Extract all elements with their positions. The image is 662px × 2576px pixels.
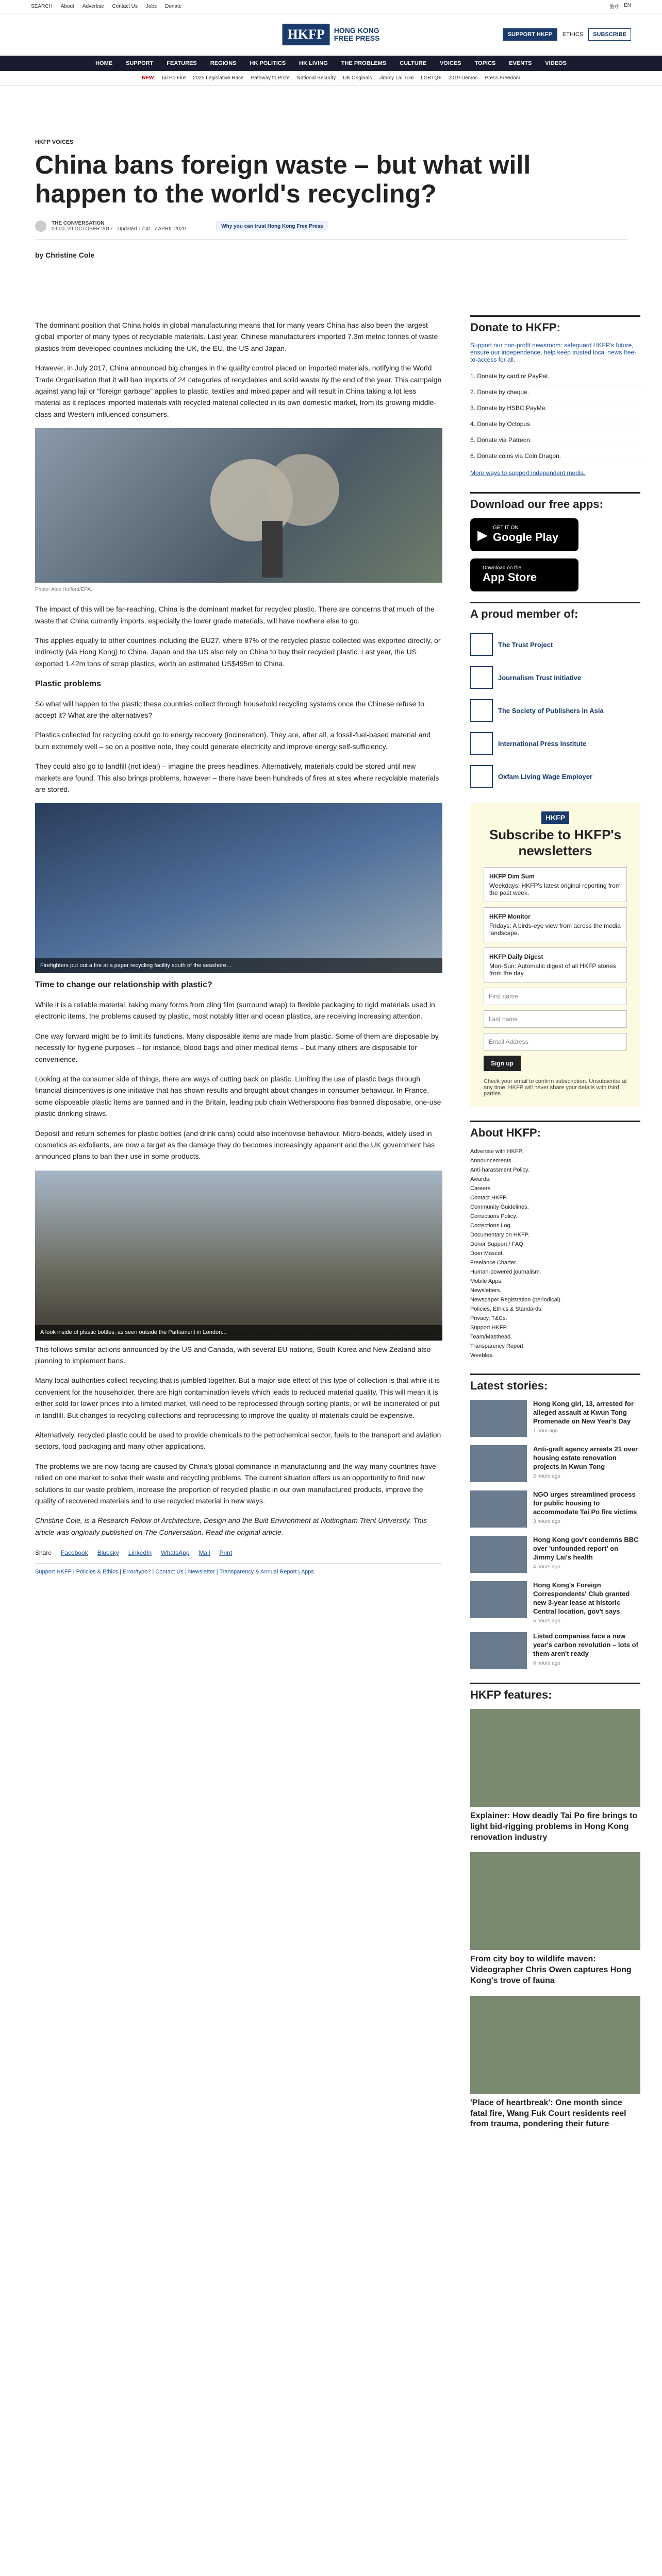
paragraph: This follows similar actions announced by the US and Canada, with several EU nations, South Korea and New Zealand also planning to implement bans. xyxy=(35,1345,431,1365)
lang-en[interactable]: EN xyxy=(624,3,631,8)
latest-story[interactable] xyxy=(470,1490,640,1528)
donate-more-link[interactable]: More ways to support independent media. xyxy=(470,469,586,477)
paragraph: This applies equally to other countries including the EU27, where 87% of the recycled plastic collected was exported directly, or indirectly (via Hong Kong) to China. Japan and the US also rely on China to buy their recycled plastic. Last year, the US exported 1.42m tons of scrap plastics, worth an estimated US$495m to China. xyxy=(35,636,441,668)
article-photo-recycling-worker xyxy=(35,428,442,583)
section-heading: Plastic problems xyxy=(35,680,102,689)
story-time: 1 hour ago xyxy=(533,1428,558,1434)
topbar-link-jobs[interactable]: Jobs xyxy=(145,4,157,9)
share-label: Share xyxy=(35,1549,52,1557)
paragraph: However, in July 2017, China announced big changes in the quality control placed on imported materials, notifying the World Trade Organisation that it will ban imports of 24 categories of recyclables and solid waste by the end of the year. This campaign against yang laji or “foreign garbage” applies to plastic, textiles and mixed paper and will result in China taking a lot less material as it replaces imported materials with recycled material collected in its own domestic market, from its growing middle-class and Western-influenced consumers. xyxy=(35,364,442,418)
donate-option[interactable]: 5. Donate via Patreon. xyxy=(470,432,640,448)
source-logo xyxy=(35,221,46,232)
member-badge-icon xyxy=(470,732,493,755)
features-heading: HKFP features: xyxy=(470,1683,640,1702)
newsletter-option-desc: Weekdays: HKFP's latest original reporting from the past week. xyxy=(489,882,621,897)
story-time: 2 hours ago xyxy=(533,1473,560,1480)
member-badge-icon xyxy=(470,666,493,689)
topbar-link-advertise[interactable]: Advertise xyxy=(82,4,104,9)
nav-item[interactable]: TOPICS xyxy=(474,60,496,66)
article-kicker[interactable]: HKFP VOICES xyxy=(35,139,74,145)
member-name: Oxfam Living Wage Employer xyxy=(498,772,593,781)
last-name-input[interactable]: Last name xyxy=(484,1010,627,1028)
about-link[interactable]: Advertise with HKFP. xyxy=(470,1148,523,1155)
top-bar xyxy=(0,0,662,13)
donate-option[interactable]: 6. Donate coins via Coin Dragon. xyxy=(470,448,640,464)
feature-story[interactable] xyxy=(470,1709,640,1843)
paragraph: Looking at the consumer side of things, there are ways of cutting back on plastic. Limiting the use of plastic bags through financial disincentives is one initiative that has shown results and brought about changes in consumer behaviour. In France, some disposable plastic items are banned and in the Britain, leading pub chain Wetherspoons has banned disposable, one-use plastic drinking straws. xyxy=(35,1074,441,1118)
paragraph: While it is a reliable material, taking many forms from cling film (surround wrap) to flexible packaging to rigid materials used in electronic items, the problems caused by plastic, most notably litter and ocean plastics, are receiving increasing attention. xyxy=(35,1001,435,1021)
subscribe-button[interactable]: SUBSCRIBE xyxy=(588,28,631,41)
section-heading: Time to change our relationship with plastic? xyxy=(35,980,212,990)
story-time: 5 hours ago xyxy=(533,1618,560,1624)
member-badge-icon xyxy=(470,633,493,656)
story-thumbnail xyxy=(470,1445,527,1482)
paragraph: One way forward might be to limit its functions. Many disposable items are made from plastic. Some of them are disposable by necessity for hygiene purposes – for instance, blood bags and other medical items – but many others are disposable for convenience. xyxy=(35,1031,439,1063)
nav-item[interactable]: VIDEOS xyxy=(545,60,567,66)
byline: THE CONVERSATION 09:00, 29 OCTOBER 2017 · Updated 17:41, 7 APRIL 2020 Why you can trust Hong Kong Free Press xyxy=(35,221,628,240)
article-photo-parliament xyxy=(35,1171,442,1341)
story-thumbnail xyxy=(470,1400,527,1437)
about-link[interactable]: Announcements. xyxy=(470,1158,513,1164)
ticker-item[interactable]: 2019 Demos xyxy=(448,75,478,81)
story-thumbnail xyxy=(470,1581,527,1618)
latest-story[interactable] xyxy=(470,1632,640,1669)
topbar-link-contact[interactable]: Contact Us xyxy=(112,4,138,9)
trending-ticker xyxy=(0,71,662,86)
play-icon: ▶ xyxy=(477,527,488,543)
paragraph: Deposit and return schemes for plastic bottles (and drink cans) could also incentivise behaviour. Micro-beads, widely used in cosmetics as exfoliants, are now a target as the damage they do becomes increasingly apparent and the UK government has announced plans to ban their use in some products. xyxy=(35,1129,435,1161)
about-link[interactable]: Awards. xyxy=(470,1176,491,1183)
ticker-item[interactable]: Tai Po Fire xyxy=(161,75,186,81)
lang-zh[interactable]: 繁中 xyxy=(609,5,620,10)
newsletter-option-desc: Mon-Sun: Automatic digest of all HKFP stories from the day. xyxy=(489,962,616,977)
feature-story[interactable] xyxy=(470,1996,640,2130)
paragraph: The problems we are now facing are caused by China's global dominance in manufacturing and the way many countries have relied on one market to solve their waste and recycling problems. The current situation offers us an opportunity to find new solutions to our waste problem, increase the proportion of recycled plastic in our own manufactured products, improve the quality of recovered materials and to use recycled material in new ways. xyxy=(35,1462,436,1505)
source-name[interactable]: THE CONVERSATION xyxy=(52,221,105,226)
member-logo[interactable] xyxy=(470,727,640,760)
paragraph: The dominant position that China holds in global manufacturing means that for many years China has also been the largest global importer of many types of recyclable materials. Last year, Chinese manufacturers imported 7.3m metric tonnes of waste plastics from developed countries including the UK, the EU, the US and Japan. xyxy=(35,321,438,352)
nav-item[interactable]: CULTURE xyxy=(400,60,426,66)
updated-date: Updated 17:41, 7 APRIL 2020 xyxy=(117,226,186,232)
ticker-item[interactable]: Press Freedom xyxy=(485,75,520,81)
topbar-link-about[interactable]: About xyxy=(60,4,74,9)
story-title: Listed companies face a new year's carbon revolution – lots of them aren't ready xyxy=(533,1632,638,1657)
about-heading: About HKFP: xyxy=(470,1121,640,1140)
paragraph: They could also go to landfill (not ideal) – imagine the press headlines. Alternatively, materials could be stored until new markets are found. This also brings problems, however – there have been hundreds of fires at sites where recyclable materials are stored. xyxy=(35,762,439,794)
share-link[interactable]: Print xyxy=(219,1549,233,1557)
about-link[interactable]: Doer Mascot. xyxy=(470,1250,504,1257)
about-link[interactable]: Mobile Apps. xyxy=(470,1278,503,1285)
newsletter-signup-button[interactable]: Sign up xyxy=(484,1056,521,1071)
about-link[interactable]: Newspaper Registration (periodical). xyxy=(470,1297,562,1303)
about-link[interactable]: Anti-harassment Policy. xyxy=(470,1167,529,1174)
photo-overlay-caption: Firefighters put out a fire at a paper recycling facility south of the seashore… xyxy=(35,958,442,974)
donate-option[interactable]: 3. Donate by HSBC PayMe. xyxy=(470,400,640,416)
story-title: NGO urges streamlined process for public housing to accommodate Tai Po fire victims xyxy=(533,1490,637,1516)
article-body xyxy=(35,319,442,1577)
member-name: The Society of Publishers in Asia xyxy=(498,706,604,715)
about-link[interactable]: Donor Support / FAQ. xyxy=(470,1241,525,1248)
paragraph: Many local authorities collect recycling that is jumbled together. But a major side effect of this type of collection is that while it is convenient for the householder, there are high contamination levels which leads to reduced material quality. This will mean it is either sold for lower prices into a limited market, will need to be reprocessed through sorting plants, or will be incinerated or put in landfill. But changes to recycling collections and reprocessing to improve the quality of materials could be expensive. xyxy=(35,1376,440,1419)
member-logo[interactable] xyxy=(470,760,640,793)
member-logo[interactable] xyxy=(470,628,640,661)
share-link[interactable]: LinkedIn xyxy=(128,1549,152,1557)
about-link[interactable]: Policies, Ethics & Standards. xyxy=(470,1306,543,1313)
paragraph: Plastics collected for recycling could go to energy recovery (incineration). They are, after all, a fossil-fuel-based material and burn extremely well – so on a positive note, they could generate electricity and improve energy self-sufficiency. xyxy=(35,731,431,751)
latest-list xyxy=(470,1400,640,1669)
newsletter-option-name: HKFP Dim Sum xyxy=(489,873,535,880)
newsletter-option[interactable] xyxy=(484,867,627,902)
member-logo[interactable] xyxy=(470,661,640,694)
member-badge-icon xyxy=(470,699,493,722)
latest-story[interactable] xyxy=(470,1445,640,1482)
photo-overlay-caption: A look inside of plastic bottles, as seen outside the Parliament in London... xyxy=(35,1325,442,1341)
story-time: 3 hours ago xyxy=(533,1519,560,1525)
site-logo[interactable]: HKFP HONG KONG FREE PRESS xyxy=(283,24,380,45)
latest-story[interactable] xyxy=(470,1536,640,1573)
email-input[interactable]: Email Address xyxy=(484,1033,627,1050)
feature-title: 'Place of heartbreak': One month since fatal fire, Wang Fuk Court residents reel from trauma, pondering their future xyxy=(470,2098,626,2129)
story-title: Anti-graft agency arrests 21 over housing estate renovation projects in Kwun Tong xyxy=(533,1445,638,1471)
share-link[interactable]: Bluesky xyxy=(97,1549,119,1557)
feature-image xyxy=(470,1709,640,1807)
article-footer-links[interactable]: Support HKFP | Policies & Ethics | Error/typo? | Contact Us | Newsletter | Transparency & Annual Report | Apps xyxy=(35,1563,442,1577)
about-link[interactable]: Support HKFP. xyxy=(470,1325,508,1331)
nav-item[interactable]: VOICES xyxy=(439,60,461,66)
about-link[interactable]: Weebles. xyxy=(470,1352,494,1359)
about-link[interactable]: Corrections Log. xyxy=(470,1223,512,1229)
site-header xyxy=(0,13,662,56)
story-time: 4 hours ago xyxy=(533,1564,560,1570)
donate-option[interactable]: 1. Donate by card or PayPal. xyxy=(470,368,640,384)
newsletter-note: Check your email to confirm subscription. Unsubscribe at any time. HKFP will never share your details with third parties. xyxy=(484,1078,627,1097)
share-link[interactable]: Facebook xyxy=(61,1549,88,1557)
member-logo[interactable] xyxy=(470,694,640,727)
latest-story[interactable] xyxy=(470,1581,640,1624)
about-link[interactable]: Human-powered journalism. xyxy=(470,1269,541,1276)
latest-heading: Latest stories: xyxy=(470,1374,640,1393)
newsletter-option-name: HKFP Monitor xyxy=(489,913,531,921)
about-link[interactable]: Documentary on HKFP. xyxy=(470,1232,529,1239)
about-link[interactable]: Freelance Charter. xyxy=(470,1260,518,1266)
main-nav xyxy=(0,56,662,71)
feature-title: From city boy to wildlife maven: Videographer Chris Owen captures Hong Kong's trove of fauna xyxy=(470,1955,632,1985)
ticker-item[interactable]: Jimmy Lai Trial xyxy=(379,75,414,81)
about-link[interactable]: Newsletters. xyxy=(470,1287,502,1294)
nav-item[interactable]: HK LIVING xyxy=(299,60,328,66)
article-header xyxy=(35,139,628,270)
member-list xyxy=(470,628,640,793)
newsletter-box xyxy=(470,803,640,1107)
donate-list xyxy=(470,368,640,464)
nav-item[interactable]: THE PROBLEMS xyxy=(341,60,387,66)
about-link[interactable]: Privacy, T&Cs. xyxy=(470,1315,507,1322)
story-title: Hong Kong gov't condemns BBC over 'unfounded report' on Jimmy Lai's health xyxy=(533,1536,639,1562)
share-bar xyxy=(35,1548,442,1558)
donate-option[interactable]: 2. Donate by cheque. xyxy=(470,384,640,400)
apps-heading: Download our free apps: xyxy=(470,492,640,511)
features-list xyxy=(470,1709,640,2130)
ticker-item[interactable]: UK Originals xyxy=(343,75,372,81)
trust-link[interactable]: Why you can trust Hong Kong Free Press xyxy=(217,222,327,231)
ethics-link[interactable]: ETHICS xyxy=(562,31,584,38)
about-link[interactable]: Corrections Policy. xyxy=(470,1213,517,1220)
nav-item[interactable]: SUPPORT xyxy=(126,60,154,66)
paragraph: So what will happen to the plastic these countries collect through household recycling systems once the Chinese refuse to accept it? What are the alternatives? xyxy=(35,699,424,720)
nav-item[interactable]: HOME xyxy=(95,60,113,66)
newsletter-title: Subscribe to HKFP's newsletters xyxy=(489,827,622,859)
about-link[interactable]: Careers. xyxy=(470,1185,492,1192)
about-link[interactable]: Community Guidelines. xyxy=(470,1204,529,1211)
member-heading: A proud member of: xyxy=(470,602,640,621)
newsletter-option[interactable] xyxy=(484,907,627,942)
photo-caption: Photo: Alex Hofford/EPA. xyxy=(35,587,92,593)
story-time: 6 hours ago xyxy=(533,1660,560,1666)
ticker-item[interactable]: National Security xyxy=(296,75,336,81)
article-title: China bans foreign waste – but what will happen to the world's recycling? xyxy=(35,150,531,208)
google-play-button[interactable]: ▶ GET IT ON Google Play xyxy=(470,518,578,551)
about-link[interactable]: Contact HKFP. xyxy=(470,1195,507,1201)
story-title: Hong Kong girl, 13, arrested for alleged assault at Kwun Tong Promenade on New Year's Day xyxy=(533,1400,634,1426)
paragraph: Alternatively, recycled plastic could be used to provide chemicals to the petrochemical sector, fuels to the transport and aviation sectors, food packaging and many other applications. xyxy=(35,1431,441,1451)
newsletter-option-name: HKFP Daily Digest xyxy=(489,953,543,961)
story-title: Hong Kong's Foreign Correspondents' Club granted new 3-year lease at historic Central location, gov't says xyxy=(533,1581,630,1616)
donate-heading: Donate to HKFP: xyxy=(470,315,640,334)
first-name-input[interactable]: First name xyxy=(484,988,627,1005)
about-list xyxy=(470,1147,640,1360)
newsletter-option-desc: Fridays: A birds-eye view from across the media landscape. xyxy=(489,922,621,937)
donate-option[interactable]: 4. Donate by Octopus. xyxy=(470,416,640,432)
about-link[interactable]: Team/Masthead. xyxy=(470,1334,512,1341)
nav-item[interactable]: EVENTS xyxy=(509,60,532,66)
nav-item[interactable]: REGIONS xyxy=(210,60,237,66)
article-author[interactable]: by Christine Cole xyxy=(35,251,95,259)
feature-image xyxy=(470,1996,640,2094)
member-badge-icon xyxy=(470,765,493,788)
nav-item[interactable]: HK POLITICS xyxy=(250,60,286,66)
article-photo-fire xyxy=(35,803,442,973)
photo-illustration xyxy=(35,428,442,583)
latest-story[interactable] xyxy=(470,1400,640,1437)
sidebar xyxy=(470,315,640,2139)
member-name: Journalism Trust Initiative xyxy=(498,673,582,682)
share-link[interactable]: Mail xyxy=(198,1549,210,1557)
author-bio: Christine Cole, is a Research Fellow of Architecture, Design and the Built Environment at Nottingham Trent University. This article was originally published on The Conversation. Read the original article. xyxy=(35,1516,427,1536)
app-store-button[interactable]: Download on the App Store xyxy=(470,558,578,591)
ticker-new-badge: NEW xyxy=(142,75,154,81)
member-name: International Press Institute xyxy=(498,739,587,748)
ticker-item[interactable]: LGBTQ+ xyxy=(421,75,441,81)
topbar-link-donate[interactable]: Donate xyxy=(165,4,182,9)
publish-date: 09:00, 29 OCTOBER 2017 xyxy=(52,226,113,232)
donate-intro[interactable]: Support our non-profit newsroom: safeguard HKFP's future, ensure our independence, help keep trusted local news free-to-access for all. xyxy=(470,342,637,363)
topbar-link-search[interactable]: SEARCH xyxy=(31,4,53,9)
feature-image xyxy=(470,1852,640,1950)
ticker-item[interactable]: 2025 Legislative Race xyxy=(193,75,244,81)
story-thumbnail xyxy=(470,1490,527,1528)
feature-title: Explainer: How deadly Tai Po fire brings to light bid-rigging problems in Hong Kong renovation industry xyxy=(470,1811,638,1842)
about-link[interactable]: Transparency Report. xyxy=(470,1343,525,1350)
nav-item[interactable]: FEATURES xyxy=(167,60,197,66)
story-thumbnail xyxy=(470,1536,527,1573)
support-hkfp-button[interactable]: SUPPORT HKFP xyxy=(503,28,557,41)
paragraph: The impact of this will be far-reaching. China is the dominant market for recycled plastic. There are concerns that much of the waste that China currently imports, especially the lower grade materials, will have nowhere else to go. xyxy=(35,605,435,625)
share-link[interactable]: WhatsApp xyxy=(161,1549,190,1557)
ticker-item[interactable]: Pathway to Prize xyxy=(251,75,290,81)
member-name: The Trust Project xyxy=(498,640,553,649)
newsletter-option[interactable] xyxy=(484,947,627,982)
story-thumbnail xyxy=(470,1632,527,1669)
newsletter-logo: HKFP xyxy=(541,811,569,824)
feature-story[interactable] xyxy=(470,1852,640,1986)
